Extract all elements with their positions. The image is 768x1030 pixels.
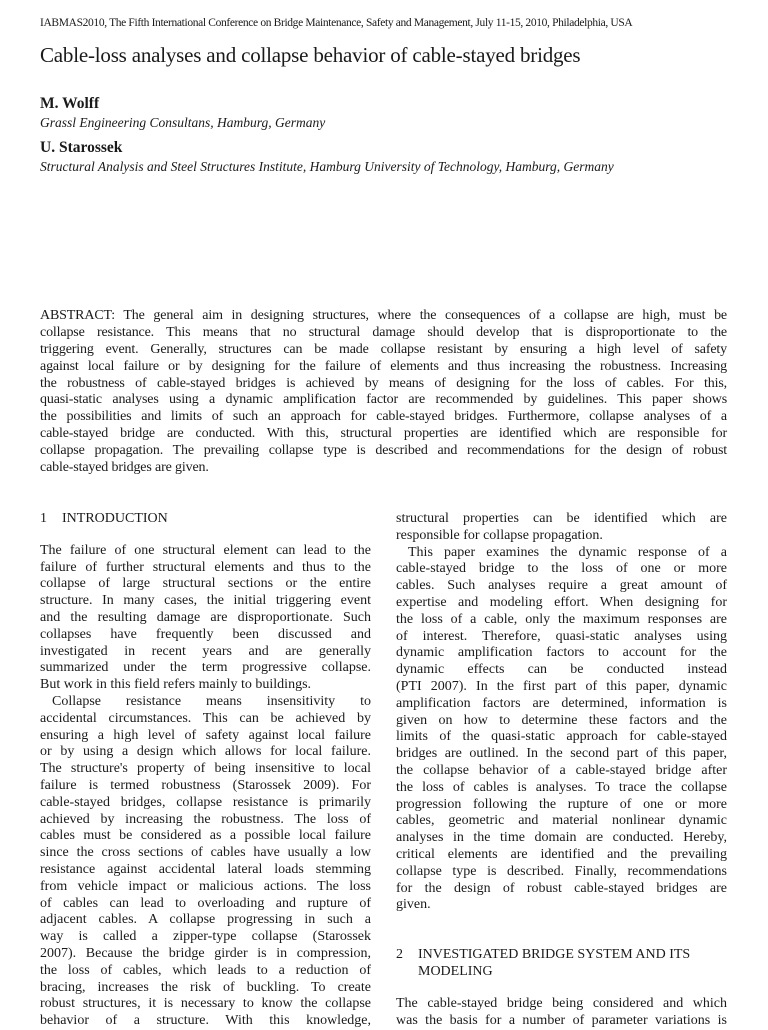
- body-text: [40, 543, 371, 1030]
- text-line: or by using a design which allows for local failure.: [40, 744, 371, 760]
- author-affiliation: Grassl Engineering Consultans, Hamburg, Germany: [40, 115, 326, 130]
- text-line: amplification factors are determined, information is: [396, 695, 727, 711]
- text-line: bracing, increases the risk of buckling. To create: [40, 979, 371, 995]
- conference-header: IABMAS2010, The Fifth International Conference on Bridge Maintenance, Safety and Management, July 11-15, 2010, Philadelphia, USA: [40, 17, 633, 29]
- text-line: cable-stayed bridge are conducted. With this, structural properties are identified which are responsible for: [40, 426, 727, 442]
- text-line: cables, geometric and material nonlinear dynamic: [396, 813, 727, 829]
- author-name: U. Starossek: [40, 139, 123, 156]
- text-line: analyses in the time domain are conducted. Hereby,: [396, 830, 727, 846]
- text-line: (PTI 2007). In the first part of this paper, dynamic: [396, 678, 727, 694]
- text-line: structural properties can be identified which are: [396, 511, 727, 526]
- text-line: since the cross sections of cables have usually a low: [40, 845, 371, 861]
- text-line: The failure of one structural element can lead to the: [40, 542, 371, 558]
- text-line: The cable-stayed bridge being considered and which: [396, 995, 727, 1011]
- text-line: ensuring a high level of safety against local failure: [40, 727, 371, 743]
- section-title: INVESTIGATED BRIDGE SYSTEM AND ITS: [418, 947, 691, 963]
- text-line: collapse resistance. This means that no structural damage should develop that is disproportionate to the: [40, 324, 727, 340]
- paper-title: Cable-loss analyses and collapse behavior of cable-stayed bridges: [40, 43, 581, 67]
- text-line: failure of further structural elements and thus to the: [40, 559, 371, 575]
- text-line: ABSTRACT: The general aim in designing structures, where the consequences of a collapse are high, must be: [40, 308, 727, 323]
- section-heading: [40, 511, 371, 528]
- text-line: adjacent cables. A collapse progressing in such a: [40, 912, 371, 928]
- text-line: dynamic effects can be conducted instead: [396, 662, 727, 678]
- text-line: way is called a zipper-type collapse (Starossek: [40, 929, 371, 945]
- text-line: triggering event. Generally, structures can be made collapse resistant by ensuring a high level of safety: [40, 341, 727, 357]
- text-line: for the design of robust cable-stayed bridges are: [396, 880, 727, 896]
- text-line: failure is termed robustness (Starossek 2009). For: [40, 777, 371, 793]
- section-heading: [396, 964, 727, 981]
- text-line: resistance against accidental lateral loads stemming: [40, 861, 371, 877]
- text-line: the loss of cables is analyses. To trace the collapse: [396, 779, 727, 795]
- text-line: given on how to determine these factors and the: [396, 712, 727, 728]
- text-line: of cables can lead to overloading and rupture of: [40, 895, 371, 911]
- text-line: But work in this field refers mainly to buildings.: [40, 677, 312, 693]
- text-line: the loss of a cable, only the maximum responses are: [396, 611, 727, 627]
- text-line: The structure's property of being insensitive to local: [40, 761, 371, 777]
- text-line: quasi-static analyses using a dynamic amplification factor are recommended by guidelines. This paper shows: [40, 392, 727, 408]
- section-number: 1: [40, 511, 47, 526]
- text-line: limits of the quasi-static approach for cable-stayed: [396, 729, 727, 745]
- text-line: the loss of cables, which leads to a reduction of: [40, 962, 371, 978]
- section-title: MODELING: [418, 963, 493, 979]
- text-line: collapse type is described. Finally, recommendations: [396, 863, 727, 879]
- left-column: [40, 511, 371, 1030]
- text-line: cables. Such analyses require a great amount of: [396, 578, 727, 594]
- body-text: [396, 511, 727, 914]
- text-line: cable-stayed bridges are given.: [40, 460, 209, 476]
- text-line: dynamic amplification factors to account for the: [396, 645, 727, 661]
- text-line: given.: [396, 897, 431, 913]
- text-line: of interest. Therefore, quasi-static analyses using: [396, 628, 727, 644]
- text-line: critical elements are identified and the prevailing: [396, 846, 727, 862]
- abstract: [40, 308, 727, 477]
- text-line: collapses have frequently been discussed and: [40, 626, 371, 642]
- text-line: progression following the rupture of one or more: [396, 796, 727, 812]
- text-line: cables must be considered as a possible local failure: [40, 828, 371, 844]
- text-line: investigated in recent years and are generally: [40, 643, 371, 659]
- text-line: against local failure or by designing for the failure of elements and thus increasing the robustness. Increasing: [40, 358, 727, 374]
- section-title: INTRODUCTION: [62, 511, 168, 526]
- author-affiliation: Structural Analysis and Steel Structures Institute, Hamburg University of Technology, Hamburg, Germany: [40, 159, 614, 174]
- author-name: M. Wolff: [40, 95, 100, 112]
- text-line: and the resulting damage are disproportionate. Such: [40, 609, 371, 625]
- text-line: This paper examines the dynamic response of a: [408, 544, 727, 560]
- text-line: cable-stayed bridge to the loss of one or more: [396, 561, 727, 577]
- text-line: Collapse resistance means insensitivity to: [52, 693, 371, 709]
- text-line: bridges are outlined. In the second part of this paper,: [396, 746, 727, 762]
- text-line: the possibilities and limits of such an approach for cable-stayed bridges. Furthermore, collapse analyses of a: [40, 409, 727, 425]
- text-line: collapse propagation. The prevailing collapse type is described and recommendations for the design of robust: [40, 443, 727, 459]
- text-line: from vehicle impact or malicious actions. The loss: [40, 878, 371, 894]
- text-line: summarized under the term progressive collapse.: [40, 660, 371, 676]
- text-line: expertise and modeling effort. When designing for: [396, 594, 727, 610]
- text-line: collapse of large structural sections or the entire: [40, 576, 371, 592]
- body-text: [396, 996, 727, 1030]
- text-line: achieved by increasing the robustness. The loss of: [40, 811, 371, 827]
- text-line: behavior of a structure. With this knowledge,: [40, 1013, 371, 1029]
- text-line: structure. In many cases, the initial triggering event: [40, 593, 371, 609]
- text-line: robust structures, it is necessary to know the collapse: [40, 996, 371, 1012]
- text-line: was the basis for a number of parameter variations is: [396, 1012, 727, 1028]
- right-column: [396, 511, 727, 1029]
- section-heading: [396, 947, 727, 964]
- section-number: 2: [396, 947, 403, 963]
- text-line: cable-stayed bridges, collapse resistance is primarily: [40, 794, 371, 810]
- text-line: accidental circumstances. This can be achieved by: [40, 710, 371, 726]
- text-line: 2007). Because the bridge girder is in compression,: [40, 945, 371, 961]
- text-line: the robustness of cable-stayed bridges is achieved by means of designing for the loss of cables. For this,: [40, 375, 727, 391]
- text-line: responsible for collapse propagation.: [396, 527, 603, 543]
- text-line: the collapse behavior of a cable-stayed bridge after: [396, 762, 727, 778]
